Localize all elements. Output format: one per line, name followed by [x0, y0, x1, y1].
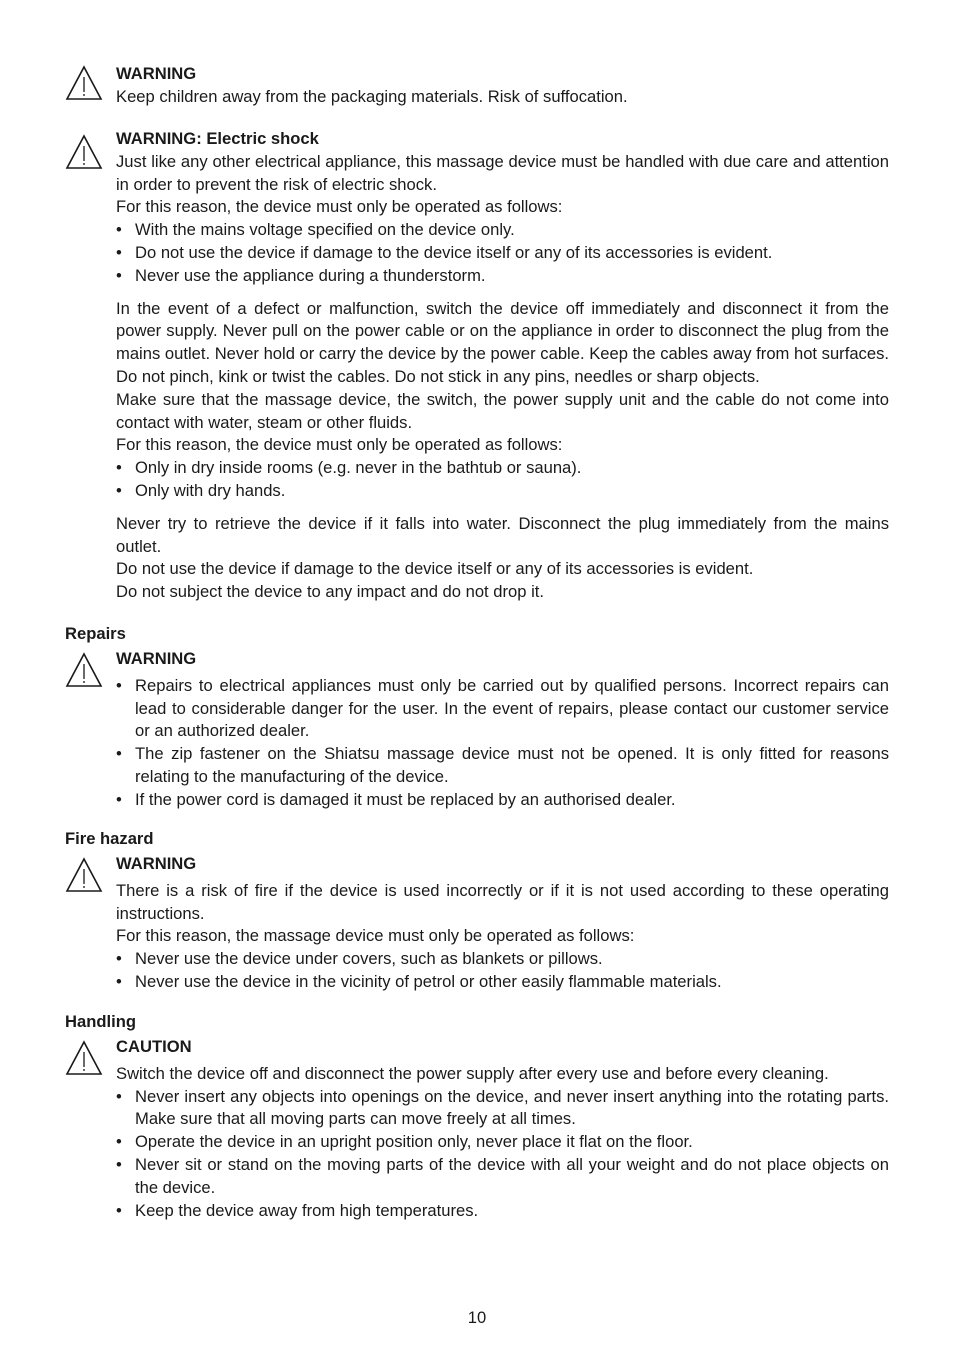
handling-list [116, 1086, 889, 1223]
list-item: • Never use the device in the vicinity of petrol or other easily flammable materials. [116, 971, 722, 991]
caution-title: CAUTION [116, 1037, 192, 1056]
list-item: • Keep the device away from high temperatures. [116, 1200, 479, 1220]
section-heading-fire-hazard: Fire hazard [65, 829, 154, 848]
list-item: • Do not use the device if damage to the device itself or any of its accessories is evident. [116, 242, 773, 262]
electric-shock-title: WARNING: Electric shock [116, 129, 319, 148]
section-heading-handling: Handling [65, 1012, 136, 1031]
operate-as-follows-text: For this reason, the device must only be operated as follows: [116, 197, 563, 217]
switch-off-text: Switch the device off and disconnect the power supply after every use and before every cleaning. [116, 1063, 829, 1083]
repairs-list [116, 675, 889, 812]
list-item: • Only with dry hands. [116, 480, 286, 500]
warning-triangle-icon [65, 134, 103, 170]
electric-shock-intro: Just like any other electrical appliance, this massage device must be handled with due care and attention in order to prevent the risk of electric shock. [116, 151, 889, 194]
list-item: • Never use the appliance during a thunderstorm. [116, 265, 486, 285]
caution-block-handling [65, 1036, 889, 1222]
warning-title: WARNING [116, 64, 197, 83]
list-item: • The zip fastener on the Shiatsu massage device must not be opened. It is only fitted for reasons relating to the manufacturing of the device. [116, 744, 889, 786]
list-item: • With the mains voltage specified on the device only. [116, 220, 515, 240]
operate-as-follows-text: For this reason, the device must only be operated as follows: [116, 435, 563, 455]
warning-block-repairs [65, 648, 889, 812]
page-number: 10 [467, 1308, 487, 1327]
list-item: • Operate the device in an upright position only, never place it flat on the floor. [116, 1132, 693, 1152]
repairs-warning-title: WARNING [116, 649, 197, 668]
malfunction-text: In the event of a defect or malfunction, switch the device off immediately and disconnect it from the power supply. Never pull on the power cable or on the appliance in order to disconnect the plug from the mains outlet. Never hold or carry the device by the power cable. Keep the cables away from hot surfaces. Do not pinch, kink or twist the cables. Do not stick in any pins, needles or sharp objects. [116, 298, 889, 386]
dry-conditions-list [116, 457, 889, 503]
warning-block-packaging [65, 63, 889, 109]
warning-triangle-icon [65, 65, 103, 101]
fire-warning-title: WARNING [116, 854, 197, 873]
water-retrieve-text: Never try to retrieve the device if it falls into water. Disconnect the plug immediately from the mains outlet. [116, 513, 889, 556]
list-item: • Never insert any objects into openings on the device, and never insert anything into the rotating parts. Make sure that all moving parts can move freely at all times. [116, 1086, 889, 1129]
operate-as-follows-text: For this reason, the massage device must only be operated as follows: [116, 926, 635, 946]
list-item: • Never sit or stand on the moving parts of the device with all your weight and do not place objects on the device. [116, 1154, 889, 1197]
list-item: • Repairs to electrical appliances must only be carried out by qualified persons. Incorrect repairs can lead to considerable danger for the user. In the event of repairs, please contact our customer service or an authorized dealer. [116, 675, 889, 741]
warning-triangle-icon [65, 857, 103, 893]
section-heading-repairs: Repairs [65, 624, 126, 643]
warning-triangle-icon [65, 1040, 103, 1076]
list-item: • If the power cord is damaged it must be replaced by an authorised dealer. [116, 789, 676, 809]
warning-triangle-icon [65, 652, 103, 688]
list-item: • Never use the device under covers, such as blankets or pillows. [116, 949, 603, 969]
impact-text: Do not subject the device to any impact and do not drop it. [116, 582, 545, 602]
fire-risk-text: There is a risk of fire if the device is used incorrectly or if it is not used according to these operating instructions. [116, 880, 889, 923]
warning-block-electric-shock [65, 128, 889, 604]
fire-list [116, 948, 889, 994]
water-contact-text: Make sure that the massage device, the switch, the power supply unit and the cable do not come into contact with water, steam or other fluids. [116, 389, 889, 432]
warning-text: Keep children away from the packaging materials. Risk of suffocation. [116, 86, 628, 106]
warning-block-fire [65, 853, 889, 994]
damage-text: Do not use the device if damage to the device itself or any of its accessories is evident. [116, 559, 754, 579]
list-item: • Only in dry inside rooms (e.g. never in the bathtub or sauna). [116, 458, 582, 478]
electric-shock-list [116, 219, 889, 287]
